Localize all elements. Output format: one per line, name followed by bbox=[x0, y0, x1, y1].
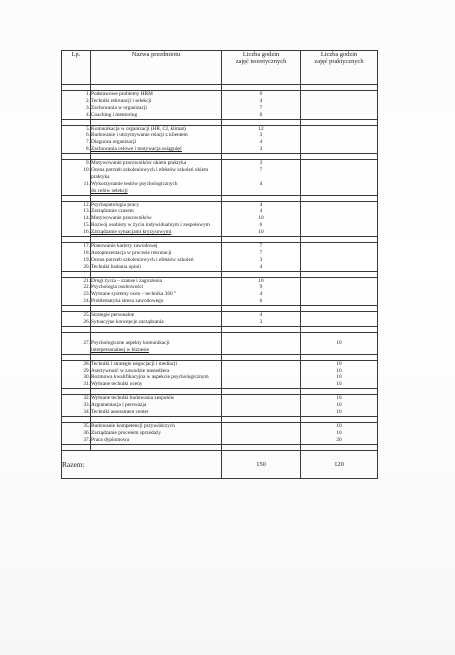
cell-line bbox=[301, 250, 377, 257]
cell-line bbox=[301, 215, 377, 222]
cell-line: Techniki i strategie negocjacji i mediacji bbox=[91, 360, 177, 367]
cell-line bbox=[301, 264, 377, 271]
cell-line bbox=[222, 381, 300, 388]
subject-group-row bbox=[62, 395, 378, 417]
header-theory-hours: Liczba godzin zajęć teoretycznych bbox=[222, 51, 301, 85]
cell-line: Motywowanie pracowników okiem praktyka bbox=[91, 160, 187, 167]
cell-line bbox=[222, 333, 300, 340]
cell-line: 4 bbox=[259, 201, 263, 208]
lp-cell bbox=[62, 312, 91, 327]
cell-line: 5. bbox=[86, 125, 90, 132]
subject-name-cell bbox=[91, 243, 222, 272]
cell-line: interpersonalnej w biznesie bbox=[91, 346, 149, 353]
cell-line: 28. bbox=[83, 360, 90, 367]
subject-group-row bbox=[62, 160, 378, 195]
cell-line bbox=[222, 361, 300, 368]
cell-line: Psychologiczne aspekty komunikacji bbox=[91, 339, 170, 346]
cell-line: Wybrane techniki oceny bbox=[91, 381, 143, 388]
cell-line: 10 bbox=[258, 215, 264, 222]
cell-line bbox=[222, 423, 300, 430]
cell-line bbox=[301, 243, 377, 250]
cell-line: Planowanie kariery zawodowej bbox=[91, 243, 158, 250]
cell-line: 17. bbox=[83, 243, 90, 250]
cell-line: Rozwój osobisty w życiu indywidualnym i zespołowym bbox=[91, 222, 210, 229]
practice-hours-cell bbox=[301, 422, 378, 444]
cell-line: 4 bbox=[259, 291, 263, 298]
subject-name-cell bbox=[91, 360, 222, 389]
practice-hours-cell bbox=[301, 91, 378, 120]
cell-line: 10 bbox=[336, 360, 342, 367]
subject-group-row bbox=[62, 277, 378, 306]
cell-line: 3 bbox=[259, 132, 263, 139]
theory-hours-cell bbox=[222, 360, 301, 389]
practice-hours-cell bbox=[301, 277, 378, 306]
cell-line: 34. bbox=[83, 408, 90, 415]
cell-line: 6. bbox=[86, 132, 90, 139]
cell-line bbox=[222, 395, 300, 402]
cell-line bbox=[301, 312, 377, 319]
lp-cell bbox=[62, 277, 91, 306]
cell-line: 10 bbox=[336, 374, 342, 381]
cell-line: Asertywność w zawodzie menedżera bbox=[91, 367, 170, 374]
cell-line: 3. bbox=[86, 104, 90, 111]
cell-line: Wybrane techniki budowania zespołów bbox=[91, 395, 175, 402]
cell-line: 10 bbox=[336, 339, 342, 346]
cell-line bbox=[62, 347, 90, 354]
cell-line: Techniki rekrutacji i selekcji bbox=[91, 97, 152, 104]
cell-line: Wybrane systemy ocen – technika 360 ° bbox=[91, 291, 177, 298]
practice-hours-cell bbox=[301, 332, 378, 354]
cell-line: 8. bbox=[86, 146, 90, 153]
cell-line: 7 bbox=[259, 104, 263, 111]
practice-hours-cell bbox=[301, 360, 378, 389]
cell-line: 2. bbox=[86, 97, 90, 104]
cell-line: 7 bbox=[259, 243, 263, 250]
cell-line: 7. bbox=[86, 139, 90, 146]
cell-line bbox=[301, 222, 377, 229]
cell-line: 30. bbox=[83, 374, 90, 381]
lp-cell bbox=[62, 243, 91, 272]
subject-name-cell bbox=[91, 312, 222, 327]
cell-line: 21. bbox=[83, 277, 90, 284]
cell-line: 1. bbox=[86, 91, 90, 97]
cell-line: 4 bbox=[259, 312, 263, 319]
cell-line: 12 bbox=[258, 125, 264, 132]
cell-line bbox=[301, 278, 377, 285]
cell-line: 6 bbox=[259, 222, 263, 229]
theory-hours-cell bbox=[222, 125, 301, 154]
theory-hours-cell bbox=[222, 243, 301, 272]
cell-line bbox=[301, 181, 377, 188]
cell-line: 37. bbox=[83, 436, 90, 443]
subject-name-cell bbox=[91, 277, 222, 306]
cell-line: Wykorzystanie testów psychologicznych bbox=[91, 180, 178, 187]
cell-line: 26. bbox=[83, 319, 90, 326]
practice-hours-cell bbox=[301, 243, 378, 272]
cell-line: 7 bbox=[259, 167, 263, 174]
cell-line: 13. bbox=[83, 208, 90, 215]
cell-line: 6 bbox=[259, 111, 263, 118]
subject-name-cell bbox=[91, 201, 222, 236]
cell-line: Coaching i mentoring bbox=[91, 111, 138, 118]
practice-hours-cell bbox=[301, 201, 378, 236]
cell-line bbox=[301, 208, 377, 215]
subject-name-cell bbox=[91, 91, 222, 120]
cell-line: Ocena potrzeb szkoleniowych i efektów szkoleń bbox=[91, 256, 194, 263]
cell-line: 15. bbox=[83, 222, 90, 229]
cell-line: 20 bbox=[336, 436, 342, 443]
cell-line: Ocena potrzeb szkoleniowych i efektów szkoleń okiem bbox=[91, 167, 209, 174]
lp-cell bbox=[62, 422, 91, 444]
theory-hours-cell bbox=[222, 422, 301, 444]
cell-line bbox=[301, 202, 377, 209]
cell-line bbox=[222, 368, 300, 375]
cell-line bbox=[91, 333, 221, 340]
cell-line bbox=[301, 132, 377, 139]
cell-line: 4 bbox=[259, 139, 263, 146]
cell-line: 12. bbox=[83, 201, 90, 208]
cell-line: 3 bbox=[259, 146, 263, 153]
cell-line bbox=[222, 340, 300, 347]
cell-line: do celów selekcji bbox=[91, 187, 128, 194]
cell-line: Zarządzanie czasem bbox=[91, 208, 134, 215]
cell-line: 6 bbox=[259, 91, 263, 97]
cell-line: Zachowania celowe i motywacja osiągnięć bbox=[91, 146, 182, 153]
cell-line bbox=[301, 347, 377, 354]
cell-line: 10 bbox=[336, 422, 342, 429]
cell-line bbox=[301, 174, 377, 181]
cell-line: 10 bbox=[336, 402, 342, 409]
theory-hours-cell bbox=[222, 160, 301, 195]
cell-line: 4 bbox=[259, 208, 263, 215]
theory-hours-cell bbox=[222, 332, 301, 354]
subject-group-row bbox=[62, 91, 378, 120]
curriculum-table bbox=[61, 50, 378, 479]
cell-line bbox=[222, 430, 300, 437]
theory-hours-cell bbox=[222, 201, 301, 236]
subject-name-cell bbox=[91, 160, 222, 195]
cell-line: Diagnoza organizacji bbox=[91, 139, 137, 146]
cell-line bbox=[301, 319, 377, 326]
cell-line: 10 bbox=[336, 367, 342, 374]
cell-line bbox=[222, 174, 300, 181]
cell-line bbox=[301, 291, 377, 298]
cell-line: praktyka bbox=[91, 173, 110, 180]
theory-hours-cell bbox=[222, 395, 301, 417]
cell-line: Techniki badania opinii bbox=[91, 263, 141, 270]
cell-line: 25. bbox=[83, 312, 90, 319]
subject-group-row bbox=[62, 125, 378, 154]
cell-line: 9. bbox=[86, 160, 90, 167]
lp-cell bbox=[62, 125, 91, 154]
cell-line: Sytuacyjne koncepcje zarządzania bbox=[91, 319, 164, 326]
lp-cell bbox=[62, 160, 91, 195]
cell-line: Rozmowa kwalifikacyjna w aspekcie psychologicznym bbox=[91, 374, 209, 381]
header-lp: Lp. bbox=[62, 51, 91, 85]
lp-cell bbox=[62, 360, 91, 389]
cell-line: Praca dyplomowa bbox=[91, 436, 130, 443]
subject-group-row bbox=[62, 243, 378, 272]
total-theory-hours: 150 bbox=[222, 450, 301, 478]
subject-group-row bbox=[62, 422, 378, 444]
cell-line bbox=[301, 105, 377, 112]
lp-cell bbox=[62, 201, 91, 236]
cell-line: 3 bbox=[259, 256, 263, 263]
total-practice-hours: 120 bbox=[301, 450, 378, 478]
cell-line bbox=[301, 146, 377, 153]
subject-group-row bbox=[62, 360, 378, 389]
cell-line bbox=[62, 333, 90, 340]
subject-name-cell bbox=[91, 395, 222, 417]
cell-line: 27. bbox=[83, 339, 90, 346]
theory-hours-cell bbox=[222, 312, 301, 327]
cell-line bbox=[301, 160, 377, 167]
subject-group-row bbox=[62, 312, 378, 327]
cell-line: 3 bbox=[259, 160, 263, 167]
cell-line: 32. bbox=[83, 395, 90, 402]
cell-line: 20. bbox=[83, 263, 90, 270]
subject-name-cell bbox=[91, 422, 222, 444]
cell-line: 19. bbox=[83, 256, 90, 263]
cell-line bbox=[301, 126, 377, 133]
cell-line: 10 bbox=[336, 408, 342, 415]
subject-group-row bbox=[62, 201, 378, 236]
cell-line bbox=[222, 188, 300, 195]
cell-line: Strategie personalne bbox=[91, 312, 135, 319]
cell-line bbox=[301, 284, 377, 291]
cell-line: 9 bbox=[259, 284, 263, 291]
cell-line: 3 bbox=[259, 319, 263, 326]
total-row bbox=[62, 450, 378, 478]
cell-line bbox=[301, 98, 377, 105]
table-header-row bbox=[62, 51, 378, 85]
cell-line: 7 bbox=[259, 249, 263, 256]
cell-line: 10 bbox=[258, 277, 264, 284]
lp-cell bbox=[62, 395, 91, 417]
cell-line bbox=[301, 298, 377, 305]
subject-group-row bbox=[62, 332, 378, 354]
theory-hours-cell bbox=[222, 277, 301, 306]
cell-line: Komunikacja w organizacji (HR, CI, klimat) bbox=[91, 125, 186, 132]
cell-line: Zarządzanie procesem sprzedaży bbox=[91, 429, 161, 436]
cell-line: 22. bbox=[83, 284, 90, 291]
header-practice-hours: Liczba godzin zajęć praktycznych bbox=[301, 51, 378, 85]
cell-line: 10 bbox=[336, 395, 342, 402]
cell-line bbox=[301, 257, 377, 264]
cell-line: 6 bbox=[259, 298, 263, 305]
header-subject-name: Nazwa przedmiotu bbox=[91, 51, 222, 85]
cell-line bbox=[301, 167, 377, 174]
cell-line: 24. bbox=[83, 298, 90, 305]
theory-hours-cell bbox=[222, 91, 301, 120]
cell-line: 4. bbox=[86, 111, 90, 118]
cell-line bbox=[301, 139, 377, 146]
subject-name-cell bbox=[91, 332, 222, 354]
cell-line: Drogi życia – szanse i zagrożenia bbox=[91, 277, 163, 284]
cell-line: 11. bbox=[83, 180, 90, 187]
subject-name-cell bbox=[91, 125, 222, 154]
cell-line bbox=[222, 409, 300, 416]
cell-line: 33. bbox=[83, 402, 90, 409]
cell-line: 31. bbox=[83, 381, 90, 388]
cell-line: Motywowanie pracowników bbox=[91, 215, 152, 222]
cell-line: 18. bbox=[83, 249, 90, 256]
cell-line: 10. bbox=[83, 167, 90, 174]
cell-line: 16. bbox=[83, 229, 90, 236]
cell-line: Techniki assessment center bbox=[91, 408, 149, 415]
cell-line: 35. bbox=[83, 422, 90, 429]
cell-line: 23. bbox=[83, 291, 90, 298]
cell-line: 10 bbox=[336, 381, 342, 388]
cell-line bbox=[301, 188, 377, 195]
cell-line bbox=[301, 91, 377, 98]
cell-line: Budowanie kompetencji przywódczych bbox=[91, 422, 175, 429]
cell-line: Zarządzanie sytuacjami kryzysowymi bbox=[91, 229, 172, 236]
cell-line: 10 bbox=[258, 229, 264, 236]
cell-line bbox=[222, 374, 300, 381]
cell-line: 14. bbox=[83, 215, 90, 222]
cell-line: Problematyka stresu zawodowego bbox=[91, 298, 164, 305]
cell-line bbox=[62, 174, 90, 181]
cell-line: 29. bbox=[83, 367, 90, 374]
cell-line: Psychopatologia pracy bbox=[91, 201, 140, 208]
practice-hours-cell bbox=[301, 312, 378, 327]
cell-line: Psychologia osobowości bbox=[91, 284, 144, 291]
cell-line: Argumentacja i perswazja bbox=[91, 402, 147, 409]
cell-line: Zachowania w organizacji bbox=[91, 104, 147, 111]
cell-line: Autoprezentacja w procesie rekrutacji bbox=[91, 249, 172, 256]
cell-line: 4 bbox=[259, 180, 263, 187]
cell-line: 10 bbox=[336, 429, 342, 436]
cell-line: 4 bbox=[259, 97, 263, 104]
practice-hours-cell bbox=[301, 125, 378, 154]
cell-line: 36. bbox=[83, 429, 90, 436]
cell-line: Budowanie i utrzymywanie relacji z klientem bbox=[91, 132, 188, 139]
cell-line bbox=[301, 229, 377, 236]
practice-hours-cell bbox=[301, 160, 378, 195]
practice-hours-cell bbox=[301, 395, 378, 417]
total-label: Razem: bbox=[62, 450, 222, 478]
cell-line bbox=[222, 402, 300, 409]
cell-line bbox=[301, 333, 377, 340]
cell-line bbox=[301, 112, 377, 119]
cell-line bbox=[222, 437, 300, 444]
lp-cell bbox=[62, 91, 91, 120]
cell-line bbox=[222, 347, 300, 354]
cell-line: 4 bbox=[259, 263, 263, 270]
cell-line: Podstawowe problemy HRM bbox=[91, 91, 153, 97]
cell-line bbox=[62, 188, 90, 195]
lp-cell bbox=[62, 332, 91, 354]
